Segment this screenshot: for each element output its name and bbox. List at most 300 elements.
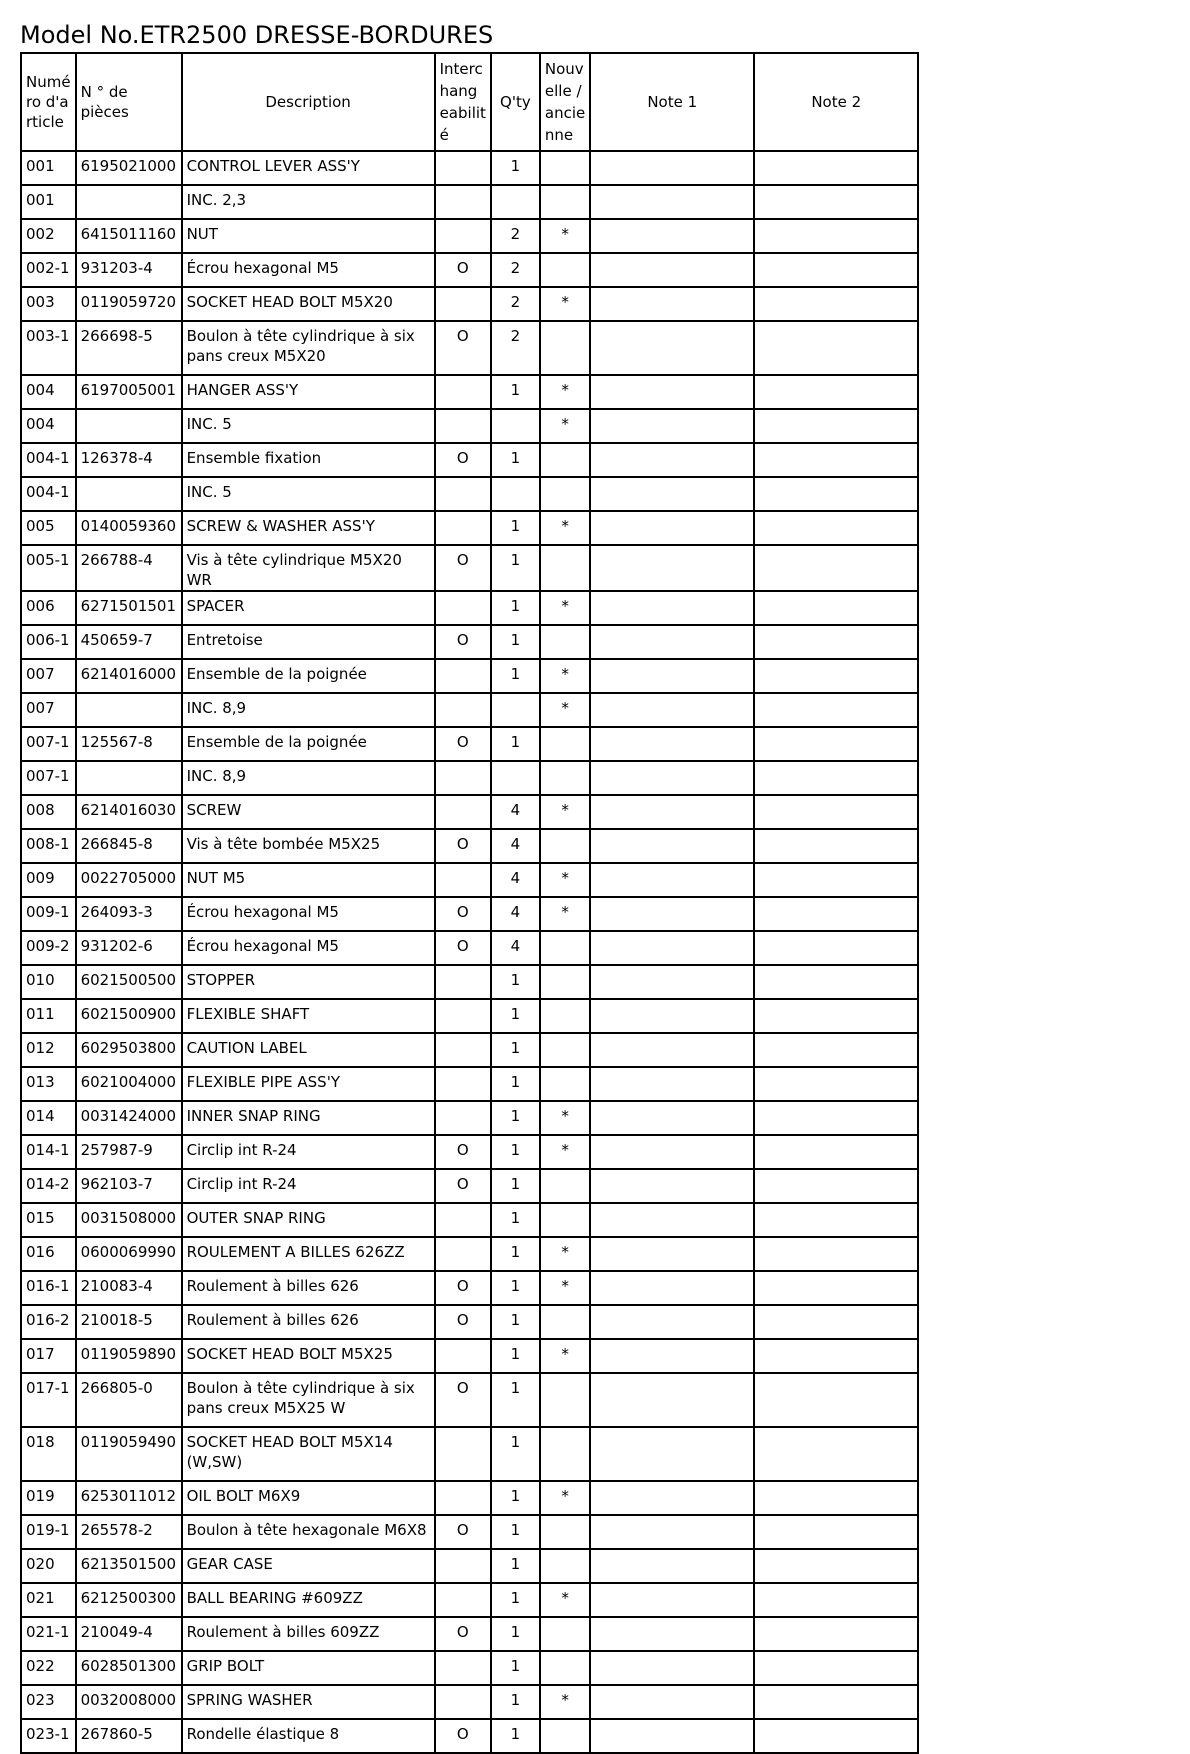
cell-note-1 [590,151,754,185]
table-row [21,931,918,965]
table-row [21,1617,918,1651]
cell-interchangeability: O [435,1515,491,1549]
cell-note-2 [754,591,918,625]
cell-note-2 [754,511,918,545]
cell-note-1 [590,693,754,727]
cell-new-old: * [540,1583,590,1617]
cell-description: Ensemble de la poignée [182,659,435,693]
cell-interchangeability: O [435,545,491,591]
cell-note-1 [590,761,754,795]
table-row [21,151,918,185]
cell-part-number: 0031508000 [76,1203,182,1237]
cell-quantity: 4 [491,829,540,863]
cell-interchangeability [435,477,491,511]
cell-note-1 [590,931,754,965]
cell-part-number: 266805-0 [76,1373,182,1427]
table-row [21,1339,918,1373]
table-row [21,965,918,999]
cell-quantity: 1 [491,625,540,659]
cell-description: CAUTION LABEL [182,1033,435,1067]
cell-new-old [540,1373,590,1427]
cell-quantity: 1 [491,659,540,693]
cell-quantity: 2 [491,219,540,253]
cell-note-2 [754,1549,918,1583]
cell-new-old [540,1203,590,1237]
cell-description: INC. 2,3 [182,185,435,219]
cell-new-old [540,151,590,185]
cell-new-old [540,1549,590,1583]
cell-new-old [540,1651,590,1685]
cell-description: SOCKET HEAD BOLT M5X25 [182,1339,435,1373]
cell-part-number: 0119059890 [76,1339,182,1373]
cell-part-number: 0022705000 [76,863,182,897]
cell-note-1 [590,1237,754,1271]
table-row [21,287,918,321]
cell-description: Circlip int R-24 [182,1169,435,1203]
cell-item-number: 009 [21,863,76,897]
cell-part-number: 6214016030 [76,795,182,829]
cell-item-number: 016-1 [21,1271,76,1305]
cell-part-number: 931202-6 [76,931,182,965]
cell-part-number: 0600069990 [76,1237,182,1271]
cell-interchangeability: O [435,1271,491,1305]
cell-note-2 [754,931,918,965]
cell-description: Boulon à tête hexagonale M6X8 [182,1515,435,1549]
cell-interchangeability [435,1583,491,1617]
table-row [21,591,918,625]
cell-interchangeability [435,761,491,795]
cell-new-old: * [540,409,590,443]
cell-description: FLEXIBLE SHAFT [182,999,435,1033]
cell-part-number: 265578-2 [76,1515,182,1549]
cell-item-number: 004-1 [21,477,76,511]
cell-description: Vis à tête bombée M5X25 [182,829,435,863]
cell-note-2 [754,1583,918,1617]
cell-item-number: 007 [21,659,76,693]
cell-note-1 [590,1685,754,1719]
cell-note-1 [590,545,754,591]
cell-note-1 [590,1271,754,1305]
table-row [21,863,918,897]
cell-note-1 [590,1067,754,1101]
cell-quantity: 1 [491,999,540,1033]
cell-interchangeability: O [435,1719,491,1753]
cell-note-1 [590,287,754,321]
cell-note-1 [590,409,754,443]
cell-part-number: 210018-5 [76,1305,182,1339]
cell-quantity: 1 [491,1427,540,1481]
cell-part-number [76,185,182,219]
table-row [21,409,918,443]
cell-description: Écrou hexagonal M5 [182,931,435,965]
cell-interchangeability: O [435,1617,491,1651]
table-row [21,795,918,829]
cell-interchangeability: O [435,897,491,931]
cell-item-number: 005 [21,511,76,545]
cell-interchangeability [435,409,491,443]
cell-new-old [540,1033,590,1067]
table-row [21,1305,918,1339]
table-row [21,1427,918,1481]
cell-description: Vis à tête cylindrique M5X20 WR [182,545,435,591]
cell-quantity: 1 [491,1373,540,1427]
table-row [21,219,918,253]
cell-part-number: 125567-8 [76,727,182,761]
cell-item-number: 002 [21,219,76,253]
cell-item-number: 023-1 [21,1719,76,1753]
cell-item-number: 003-1 [21,321,76,375]
cell-interchangeability [435,591,491,625]
cell-part-number: 6021500500 [76,965,182,999]
cell-quantity: 1 [491,1617,540,1651]
cell-note-2 [754,999,918,1033]
cell-interchangeability: O [435,1305,491,1339]
cell-note-2 [754,151,918,185]
table-body [21,151,918,1753]
cell-note-2 [754,253,918,287]
cell-note-2 [754,185,918,219]
cell-part-number [76,693,182,727]
cell-note-1 [590,1339,754,1373]
cell-quantity: 1 [491,591,540,625]
cell-new-old: * [540,1339,590,1373]
cell-note-2 [754,1135,918,1169]
cell-part-number: 0031424000 [76,1101,182,1135]
cell-description: SOCKET HEAD BOLT M5X14 (W,SW) [182,1427,435,1481]
table-row [21,1719,918,1753]
cell-note-2 [754,1101,918,1135]
cell-note-1 [590,1617,754,1651]
cell-note-1 [590,219,754,253]
cell-new-old: * [540,591,590,625]
cell-quantity: 1 [491,1719,540,1753]
cell-description: INC. 5 [182,477,435,511]
cell-description: Boulon à tête cylindrique à six pans creux M5X20 [182,321,435,375]
cell-item-number: 016 [21,1237,76,1271]
cell-new-old: * [540,863,590,897]
cell-quantity [491,409,540,443]
table-row [21,829,918,863]
table-row [21,625,918,659]
cell-interchangeability: O [435,1169,491,1203]
cell-item-number: 012 [21,1033,76,1067]
cell-note-1 [590,253,754,287]
cell-description: Roulement à billes 609ZZ [182,1617,435,1651]
cell-interchangeability [435,1101,491,1135]
cell-quantity: 1 [491,1481,540,1515]
cell-part-number: 210049-4 [76,1617,182,1651]
cell-quantity [491,477,540,511]
cell-quantity: 1 [491,1549,540,1583]
column-header-part-number: N ° de pièces [76,53,182,151]
table-row [21,1685,918,1719]
cell-part-number: 267860-5 [76,1719,182,1753]
cell-note-2 [754,1685,918,1719]
cell-part-number: 6214016000 [76,659,182,693]
cell-description: Rondelle élastique 8 [182,1719,435,1753]
cell-quantity: 4 [491,863,540,897]
cell-note-2 [754,795,918,829]
cell-quantity: 1 [491,1583,540,1617]
cell-note-2 [754,1271,918,1305]
cell-note-1 [590,1651,754,1685]
cell-description: Écrou hexagonal M5 [182,897,435,931]
table-row [21,321,918,375]
cell-item-number: 004 [21,375,76,409]
cell-quantity: 1 [491,1237,540,1271]
table-row [21,1237,918,1271]
cell-note-2 [754,897,918,931]
cell-quantity: 1 [491,511,540,545]
cell-new-old: * [540,659,590,693]
cell-interchangeability: O [435,829,491,863]
cell-note-2 [754,219,918,253]
cell-interchangeability [435,999,491,1033]
cell-quantity: 1 [491,965,540,999]
cell-quantity: 1 [491,1033,540,1067]
cell-quantity: 4 [491,795,540,829]
column-header-interchangeability: Interc hang eabilit é [435,53,491,151]
cell-note-2 [754,863,918,897]
cell-item-number: 008-1 [21,829,76,863]
cell-note-2 [754,287,918,321]
cell-note-2 [754,693,918,727]
cell-note-2 [754,409,918,443]
cell-note-2 [754,761,918,795]
cell-new-old [540,1427,590,1481]
cell-quantity: 4 [491,931,540,965]
cell-interchangeability: O [435,727,491,761]
cell-new-old [540,1515,590,1549]
cell-description: Ensemble fixation [182,443,435,477]
cell-note-2 [754,545,918,591]
cell-interchangeability: O [435,625,491,659]
cell-note-1 [590,829,754,863]
cell-part-number: 6021004000 [76,1067,182,1101]
column-header-description: Description [182,53,435,151]
table-row [21,693,918,727]
cell-new-old [540,253,590,287]
cell-new-old [540,999,590,1033]
cell-interchangeability: O [435,443,491,477]
cell-item-number: 007-1 [21,761,76,795]
cell-note-1 [590,1373,754,1427]
cell-item-number: 020 [21,1549,76,1583]
cell-interchangeability [435,511,491,545]
cell-description: HANGER ASS'Y [182,375,435,409]
cell-new-old: * [540,287,590,321]
cell-note-1 [590,443,754,477]
cell-part-number: 6028501300 [76,1651,182,1685]
cell-part-number: 6253011012 [76,1481,182,1515]
cell-interchangeability [435,219,491,253]
cell-description: CONTROL LEVER ASS'Y [182,151,435,185]
cell-quantity [491,693,540,727]
cell-quantity: 1 [491,1271,540,1305]
cell-part-number: 266845-8 [76,829,182,863]
cell-part-number: 0140059360 [76,511,182,545]
cell-description: INNER SNAP RING [182,1101,435,1135]
cell-description: GEAR CASE [182,1549,435,1583]
cell-quantity: 1 [491,1203,540,1237]
cell-interchangeability [435,1685,491,1719]
cell-note-1 [590,1203,754,1237]
cell-note-1 [590,1135,754,1169]
cell-new-old: * [540,693,590,727]
cell-note-1 [590,1101,754,1135]
cell-part-number: 126378-4 [76,443,182,477]
cell-interchangeability: O [435,1373,491,1427]
cell-interchangeability [435,863,491,897]
table-row [21,443,918,477]
cell-new-old [540,1067,590,1101]
cell-description: SCREW & WASHER ASS'Y [182,511,435,545]
cell-description: INC. 5 [182,409,435,443]
cell-new-old: * [540,511,590,545]
cell-note-2 [754,625,918,659]
table-row [21,375,918,409]
cell-description: Entretoise [182,625,435,659]
cell-note-1 [590,1305,754,1339]
cell-note-2 [754,1651,918,1685]
cell-note-2 [754,1515,918,1549]
cell-part-number: 6213501500 [76,1549,182,1583]
cell-note-1 [590,1481,754,1515]
cell-quantity: 1 [491,1651,540,1685]
cell-quantity: 2 [491,253,540,287]
table-row [21,999,918,1033]
cell-note-2 [754,1033,918,1067]
table-row [21,545,918,591]
column-header-note-2: Note 2 [754,53,918,151]
cell-quantity: 1 [491,1339,540,1373]
table-row [21,659,918,693]
cell-note-2 [754,1481,918,1515]
table-row [21,1203,918,1237]
cell-description: STOPPER [182,965,435,999]
cell-quantity: 1 [491,1067,540,1101]
cell-interchangeability: O [435,931,491,965]
cell-interchangeability [435,1033,491,1067]
cell-quantity: 1 [491,1135,540,1169]
cell-interchangeability [435,693,491,727]
cell-part-number [76,477,182,511]
cell-interchangeability [435,1427,491,1481]
cell-item-number: 001 [21,151,76,185]
table-row [21,1067,918,1101]
table-row [21,1135,918,1169]
cell-item-number: 004 [21,409,76,443]
cell-part-number: 450659-7 [76,625,182,659]
cell-new-old: * [540,795,590,829]
cell-note-2 [754,1169,918,1203]
cell-note-1 [590,1169,754,1203]
table-row [21,1515,918,1549]
cell-note-1 [590,1549,754,1583]
cell-description: NUT [182,219,435,253]
cell-item-number: 006-1 [21,625,76,659]
cell-quantity: 1 [491,1515,540,1549]
cell-new-old [540,1305,590,1339]
cell-interchangeability [435,1067,491,1101]
cell-note-1 [590,375,754,409]
cell-part-number: 266788-4 [76,545,182,591]
cell-description: NUT M5 [182,863,435,897]
cell-part-number: 257987-9 [76,1135,182,1169]
cell-note-2 [754,443,918,477]
cell-description: Écrou hexagonal M5 [182,253,435,287]
cell-note-2 [754,1427,918,1481]
cell-description: Roulement à billes 626 [182,1271,435,1305]
cell-quantity: 2 [491,287,540,321]
table-row [21,477,918,511]
cell-item-number: 005-1 [21,545,76,591]
cell-interchangeability: O [435,1135,491,1169]
cell-new-old [540,477,590,511]
table-row [21,761,918,795]
cell-note-1 [590,727,754,761]
cell-description: SOCKET HEAD BOLT M5X20 [182,287,435,321]
cell-part-number: 266698-5 [76,321,182,375]
table-row [21,1169,918,1203]
table-header-row [21,53,918,151]
cell-note-2 [754,1203,918,1237]
cell-part-number: 0119059490 [76,1427,182,1481]
table-row [21,1583,918,1617]
cell-quantity: 2 [491,321,540,375]
cell-quantity: 1 [491,1169,540,1203]
column-header-quantity: Q'ty [491,53,540,151]
cell-description: OIL BOLT M6X9 [182,1481,435,1515]
cell-item-number: 015 [21,1203,76,1237]
cell-quantity: 1 [491,443,540,477]
cell-new-old: * [540,1237,590,1271]
column-header-item-number: Numé ro d'a rticle [21,53,76,151]
cell-quantity: 1 [491,1685,540,1719]
cell-description: BALL BEARING #609ZZ [182,1583,435,1617]
table-row [21,1549,918,1583]
cell-note-1 [590,965,754,999]
page-title: Model No.ETR2500 DRESSE-BORDURES [20,21,494,49]
cell-note-1 [590,1719,754,1753]
cell-interchangeability [435,659,491,693]
cell-part-number: 6415011160 [76,219,182,253]
cell-note-1 [590,863,754,897]
cell-part-number: 0119059720 [76,287,182,321]
cell-item-number: 006 [21,591,76,625]
cell-note-2 [754,1067,918,1101]
table-row [21,1651,918,1685]
cell-quantity [491,761,540,795]
cell-description: Roulement à billes 626 [182,1305,435,1339]
cell-note-2 [754,1339,918,1373]
cell-quantity: 4 [491,897,540,931]
cell-note-2 [754,727,918,761]
cell-interchangeability [435,375,491,409]
cell-note-2 [754,375,918,409]
cell-part-number: 210083-4 [76,1271,182,1305]
cell-quantity [491,185,540,219]
cell-interchangeability: O [435,321,491,375]
cell-new-old [540,1617,590,1651]
cell-interchangeability [435,1549,491,1583]
cell-interchangeability [435,1203,491,1237]
cell-new-old [540,1169,590,1203]
cell-interchangeability [435,1339,491,1373]
cell-new-old [540,545,590,591]
cell-new-old [540,761,590,795]
cell-new-old: * [540,375,590,409]
